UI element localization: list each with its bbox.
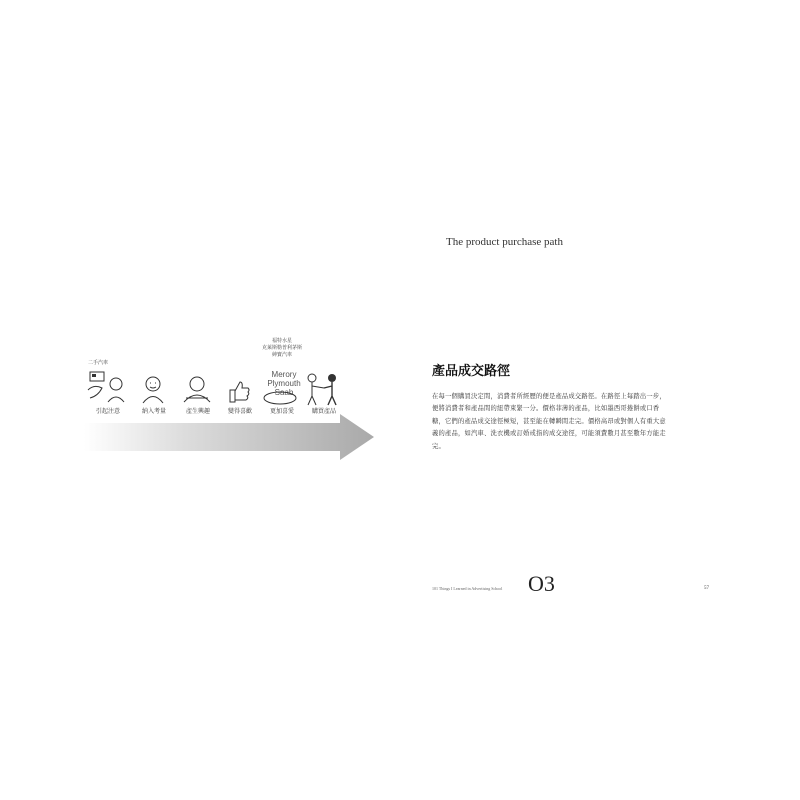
chapter-number: O3 xyxy=(528,571,555,596)
purchase-path-diagram xyxy=(84,340,374,460)
stage-label: 納入考量 xyxy=(141,408,166,415)
stage-label: 更加喜愛 xyxy=(269,408,294,415)
note-brand-line: 克萊斯勒普利茅斯 xyxy=(261,345,302,351)
page-number: 57 xyxy=(704,586,709,591)
stage-label: 產生興趣 xyxy=(185,408,210,415)
note-brand-line: 紳寶汽車 xyxy=(271,352,292,358)
circled-brand-icon xyxy=(262,390,298,406)
chinese-title: 產品成交路徑 xyxy=(432,364,511,379)
brand-name: Merory xyxy=(271,370,297,379)
english-title: The product purchase path xyxy=(446,236,563,248)
brand-name: Saab xyxy=(274,388,294,397)
attention-figure-icon xyxy=(86,370,130,406)
body-line: 義的產品，如汽車、洗衣機或訂婚戒指的成交途徑，可能須費數月甚至數年方能走 xyxy=(432,430,666,438)
running-footer: 101 Things I Learned in Advertising School xyxy=(432,586,503,591)
body-line: 便將消費者和產品間的紐帶束緊一分。價格菲薄的產品，比如墨西哥捲餅或口香 xyxy=(432,405,660,413)
body-line: 完。 xyxy=(432,442,445,450)
stage-label: 引起注意 xyxy=(95,408,120,415)
consideration-figure-icon xyxy=(138,374,168,404)
body-paragraph xyxy=(432,391,708,453)
body-line: 糖，它們的產品成交途徑極短，甚至能在轉瞬間走完。價格高昂或對個人有重大意 xyxy=(432,417,666,425)
stage-label: 變得喜歡 xyxy=(227,408,252,415)
thumbs-up-icon xyxy=(226,378,252,404)
body-line: 在每一個購買決定間，消費者所經歷的便是產品成交路徑。在路徑上每踏出一步， xyxy=(432,393,666,400)
purchase-figure-icon xyxy=(302,370,342,406)
stage-label: 購買產品 xyxy=(311,408,336,415)
note-brand-list xyxy=(252,338,312,359)
note-brand-line: 福特水星 xyxy=(271,338,292,344)
brand-name: Plymouth xyxy=(267,379,301,388)
note-used-car: 二手汽車 xyxy=(88,360,109,366)
interest-figure-icon xyxy=(180,374,214,404)
